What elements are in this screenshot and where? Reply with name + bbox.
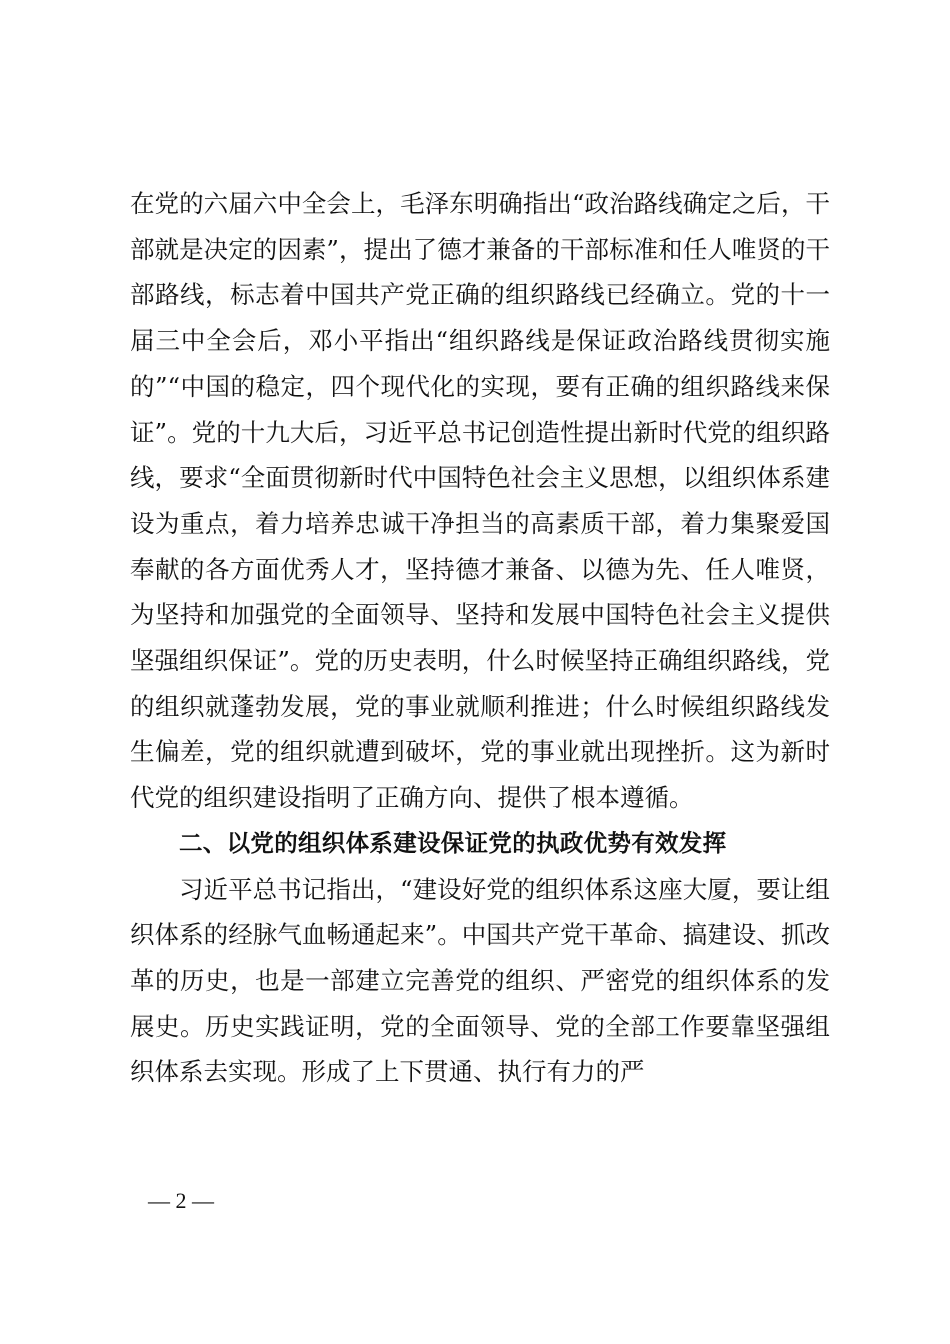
section-heading: 二、以党的组织体系建设保证党的执政优势有效发挥 [179,828,727,857]
section-paragraph: 习近平总书记指出，“建设好党的组织体系这座大厦，要让组织体系的经脉气血畅通起来”。中国共产党干革命、搞建设、抓改革的历史，也是一部建立完善党的组织、严密党的组织体系的发展史。历史实践证明，党的全面领导、党的全部工作要靠坚强组织体系去实现。形成了上下贯通、执行有力的严 [130,874,830,1087]
body-paragraph: 在党的六届六中全会上，毛泽东明确指出“政治路线确定之后，干部就是决定的因素”，提出了德才兼备的干部标准和任人唯贤的干部路线，标志着中国共产党正确的组织路线已经确立。党的十一届三中全会后，邓小平指出“组织路线是保证政治路线贯彻实施的”“中国的稳定，四个现代化的实现，要有正确的组织路线来保证”。党的十九大后，习近平总书记创造性提出新时代党的组织路线，要求“全面贯彻新时代中国特色社会主义思想，以组织体系建设为重点，着力培养忠诚干净担当的高素质干部，着力集聚爱国奉献的各方面优秀人才，坚持德才兼备、以德为先、任人唯贤，为坚持和加强党的全面领导、坚持和发展中国特色社会主义提供坚强组织保证”。党的历史表明，什么时候坚持正确组织路线，党的组织就蓬勃发展，党的事业就顺利推进；什么时候组织路线发生偏差，党的组织就遭到破坏，党的事业就出现挫折。这为新时代党的组织建设指明了正确方向、提供了根本遵循。 [130,189,830,813]
document-body [130,181,830,1095]
page-number: — 2 — [148,1188,214,1213]
